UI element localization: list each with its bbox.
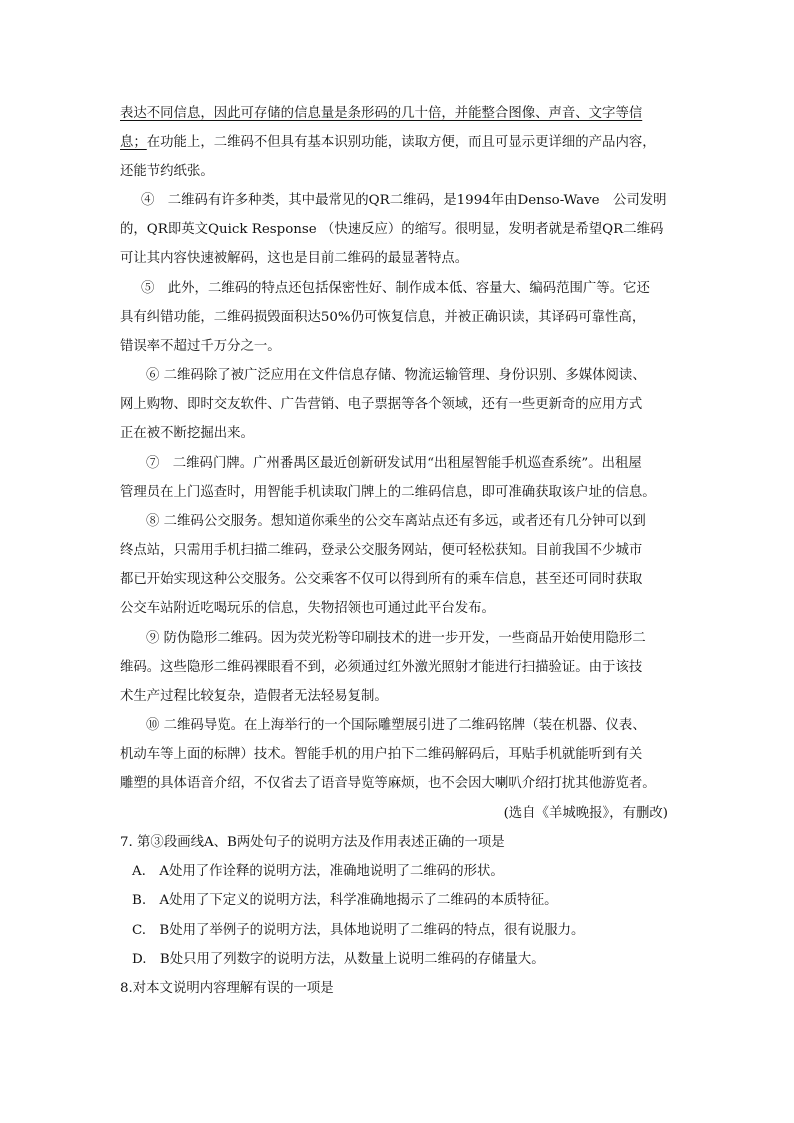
question-7-option-d: D. B处只用了列数字的说明方法，从数量上说明二维码的存储量大。 bbox=[132, 952, 545, 967]
paragraph-8-line-1: ⑧ 二维码公交服务。想知道你乘坐的公交车离站点还有多远，或者还有几分钟可以到 bbox=[146, 514, 646, 529]
paragraph-10-line-1: ⑩ 二维码导览。在上海举行的一个国际雕塑展引进了二维码铭牌（装在机器、仪表、 bbox=[146, 718, 646, 733]
paragraph-7-line-1: ⑦ 二维码门牌。广州番禺区最近创新研发试用“出租屋智能手机巡查系统”。出租屋 bbox=[146, 456, 642, 471]
paragraph-7-line-2: 管理员在上门巡查时，用智能手机读取门牌上的二维码信息，即可准确获取该户址的信息。 bbox=[120, 485, 656, 500]
paragraph-4-line-2: 的，QR即英文Quick Response （快速反应）的缩写。很明显，发明者就是希望QR二维码 bbox=[120, 222, 664, 237]
paragraph-3-line-3: 还能节约纸张。 bbox=[120, 164, 214, 179]
paragraph-9-line-3: 术生产过程比较复杂，造假者无法轻易复制。 bbox=[120, 689, 388, 704]
question-7-option-b: B. A处用了下定义的说明方法，科学准确地揭示了二维码的本质特征。 bbox=[132, 893, 558, 908]
source-citation: (选自《羊城晚报》，有删改) bbox=[503, 806, 668, 821]
paragraph-8-line-3: 都已开始实现这种公交服务。公交乘客不仅可以得到所有的乘车信息，甚至还可同时获取 bbox=[120, 572, 643, 587]
paragraph-9-line-1: ⑨ 防伪隐形二维码。因为荧光粉等印刷技术的进一步开发，一些商品开始使用隐形二 bbox=[146, 631, 646, 646]
paragraph-3-text: 在功能上，二维码不但具有基本识别功能，读取方便，而且可显示更详细的产品内容， bbox=[146, 135, 656, 150]
paragraph-5-line-1: ⑤ 此外，二维码的特点还包括保密性好、制作成本低、容量大、编码范围广等。它还 bbox=[141, 281, 650, 296]
paragraph-8-line-2: 终点站，只需用手机扫描二维码，登录公交服务网站，便可轻松获知。目前我国不少城市 bbox=[120, 543, 643, 558]
paragraph-4-line-3: 可让其内容快速被解码，这也是目前二维码的最显著特点。 bbox=[120, 251, 469, 266]
paragraph-3-line-1: 表达不同信息，因此可存储的信息量是条形码的几十倍，并能整合图像、声音、文字等信 bbox=[120, 106, 643, 121]
paragraph-4-line-1: ④ 二维码有许多种类，其中最常见的QR二维码，是1994年由Denso-Wave 公司发明 bbox=[141, 193, 667, 208]
paragraph-3-underlined-text: 息； bbox=[120, 135, 147, 150]
paragraph-10-line-3: 雕塑的具体语音介绍，不仅省去了语音导览等麻烦，也不会因大喇叭介绍打扰其他游览者。 bbox=[120, 776, 656, 791]
question-7-option-c: C. B处用了举例子的说明方法，具体地说明了二维码的特点，很有说服力。 bbox=[132, 923, 585, 938]
question-7-option-a: A. A处用了作诠释的说明方法，准确地说明了二维码的形状。 bbox=[132, 864, 504, 879]
paragraph-10-line-2: 机动车等上面的标牌）技术。智能手机的用户拍下二维码解码后，耳贴手机就能听到有关 bbox=[120, 747, 643, 762]
question-7-stem: 7. 第③段画线A、B两处句子的说明方法及作用表述正确的一项是 bbox=[120, 835, 505, 850]
question-8-stem: 8.对本文说明内容理解有误的一项是 bbox=[120, 981, 334, 996]
paragraph-5-line-3: 错误率不超过千万分之一。 bbox=[120, 339, 281, 354]
paragraph-6-line-1: ⑥ 二维码除了被广泛应用在文件信息存储、物流运输管理、身份识别、多媒体阅读、 bbox=[146, 368, 646, 383]
paragraph-6-line-2: 网上购物、即时交友软件、广告营销、电子票据等各个领域，还有一些更新奇的应用方式 bbox=[120, 397, 643, 412]
paragraph-6-line-3: 正在被不断挖掘出来。 bbox=[120, 426, 254, 441]
paragraph-5-line-2: 具有纠错功能，二维码损毁面积达50%仍可恢复信息，并被正确识读，其译码可靠性高， bbox=[120, 310, 646, 325]
paragraph-3-line-2 bbox=[120, 133, 656, 153]
paragraph-9-line-2: 维码。这些隐形二维码裸眼看不到，必须通过红外激光照射才能进行扫描验证。由于该技 bbox=[120, 660, 643, 675]
paragraph-8-line-4: 公交车站附近吃喝玩乐的信息，失物招领也可通过此平台发布。 bbox=[120, 601, 495, 616]
